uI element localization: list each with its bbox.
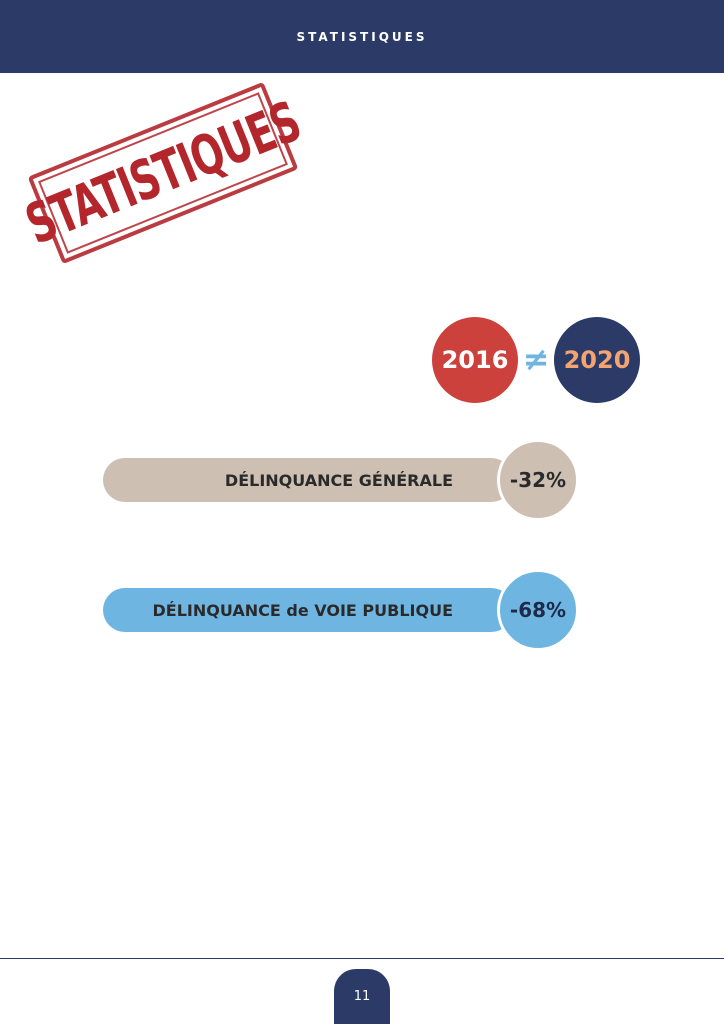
stat-bar-delinquance-voie-publique (103, 588, 513, 632)
year-2016-circle (432, 317, 518, 403)
stat-label: DÉLINQUANCE de VOIE PUBLIQUE (152, 600, 453, 620)
stat-value-badge (497, 569, 579, 651)
header-title: STATISTIQUES (296, 29, 428, 44)
stamp-text: STATISTIQUES (17, 89, 309, 257)
stat-value-badge (497, 439, 579, 521)
year-2020-circle (554, 317, 640, 403)
not-equal-icon: ≠ (522, 340, 550, 378)
page-header (0, 0, 724, 73)
page-number: 11 (353, 989, 371, 1004)
stat-value: -68% (509, 598, 567, 622)
footer-divider (0, 958, 724, 959)
page-number-tab (334, 969, 390, 1024)
stat-value: -32% (509, 468, 567, 492)
statistiques-stamp (17, 82, 309, 264)
year-2016-label: 2016 (441, 346, 509, 374)
year-2020-label: 2020 (563, 346, 631, 374)
stat-label: DÉLINQUANCE GÉNÉRALE (224, 470, 453, 490)
stat-bar-delinquance-generale (103, 458, 513, 502)
